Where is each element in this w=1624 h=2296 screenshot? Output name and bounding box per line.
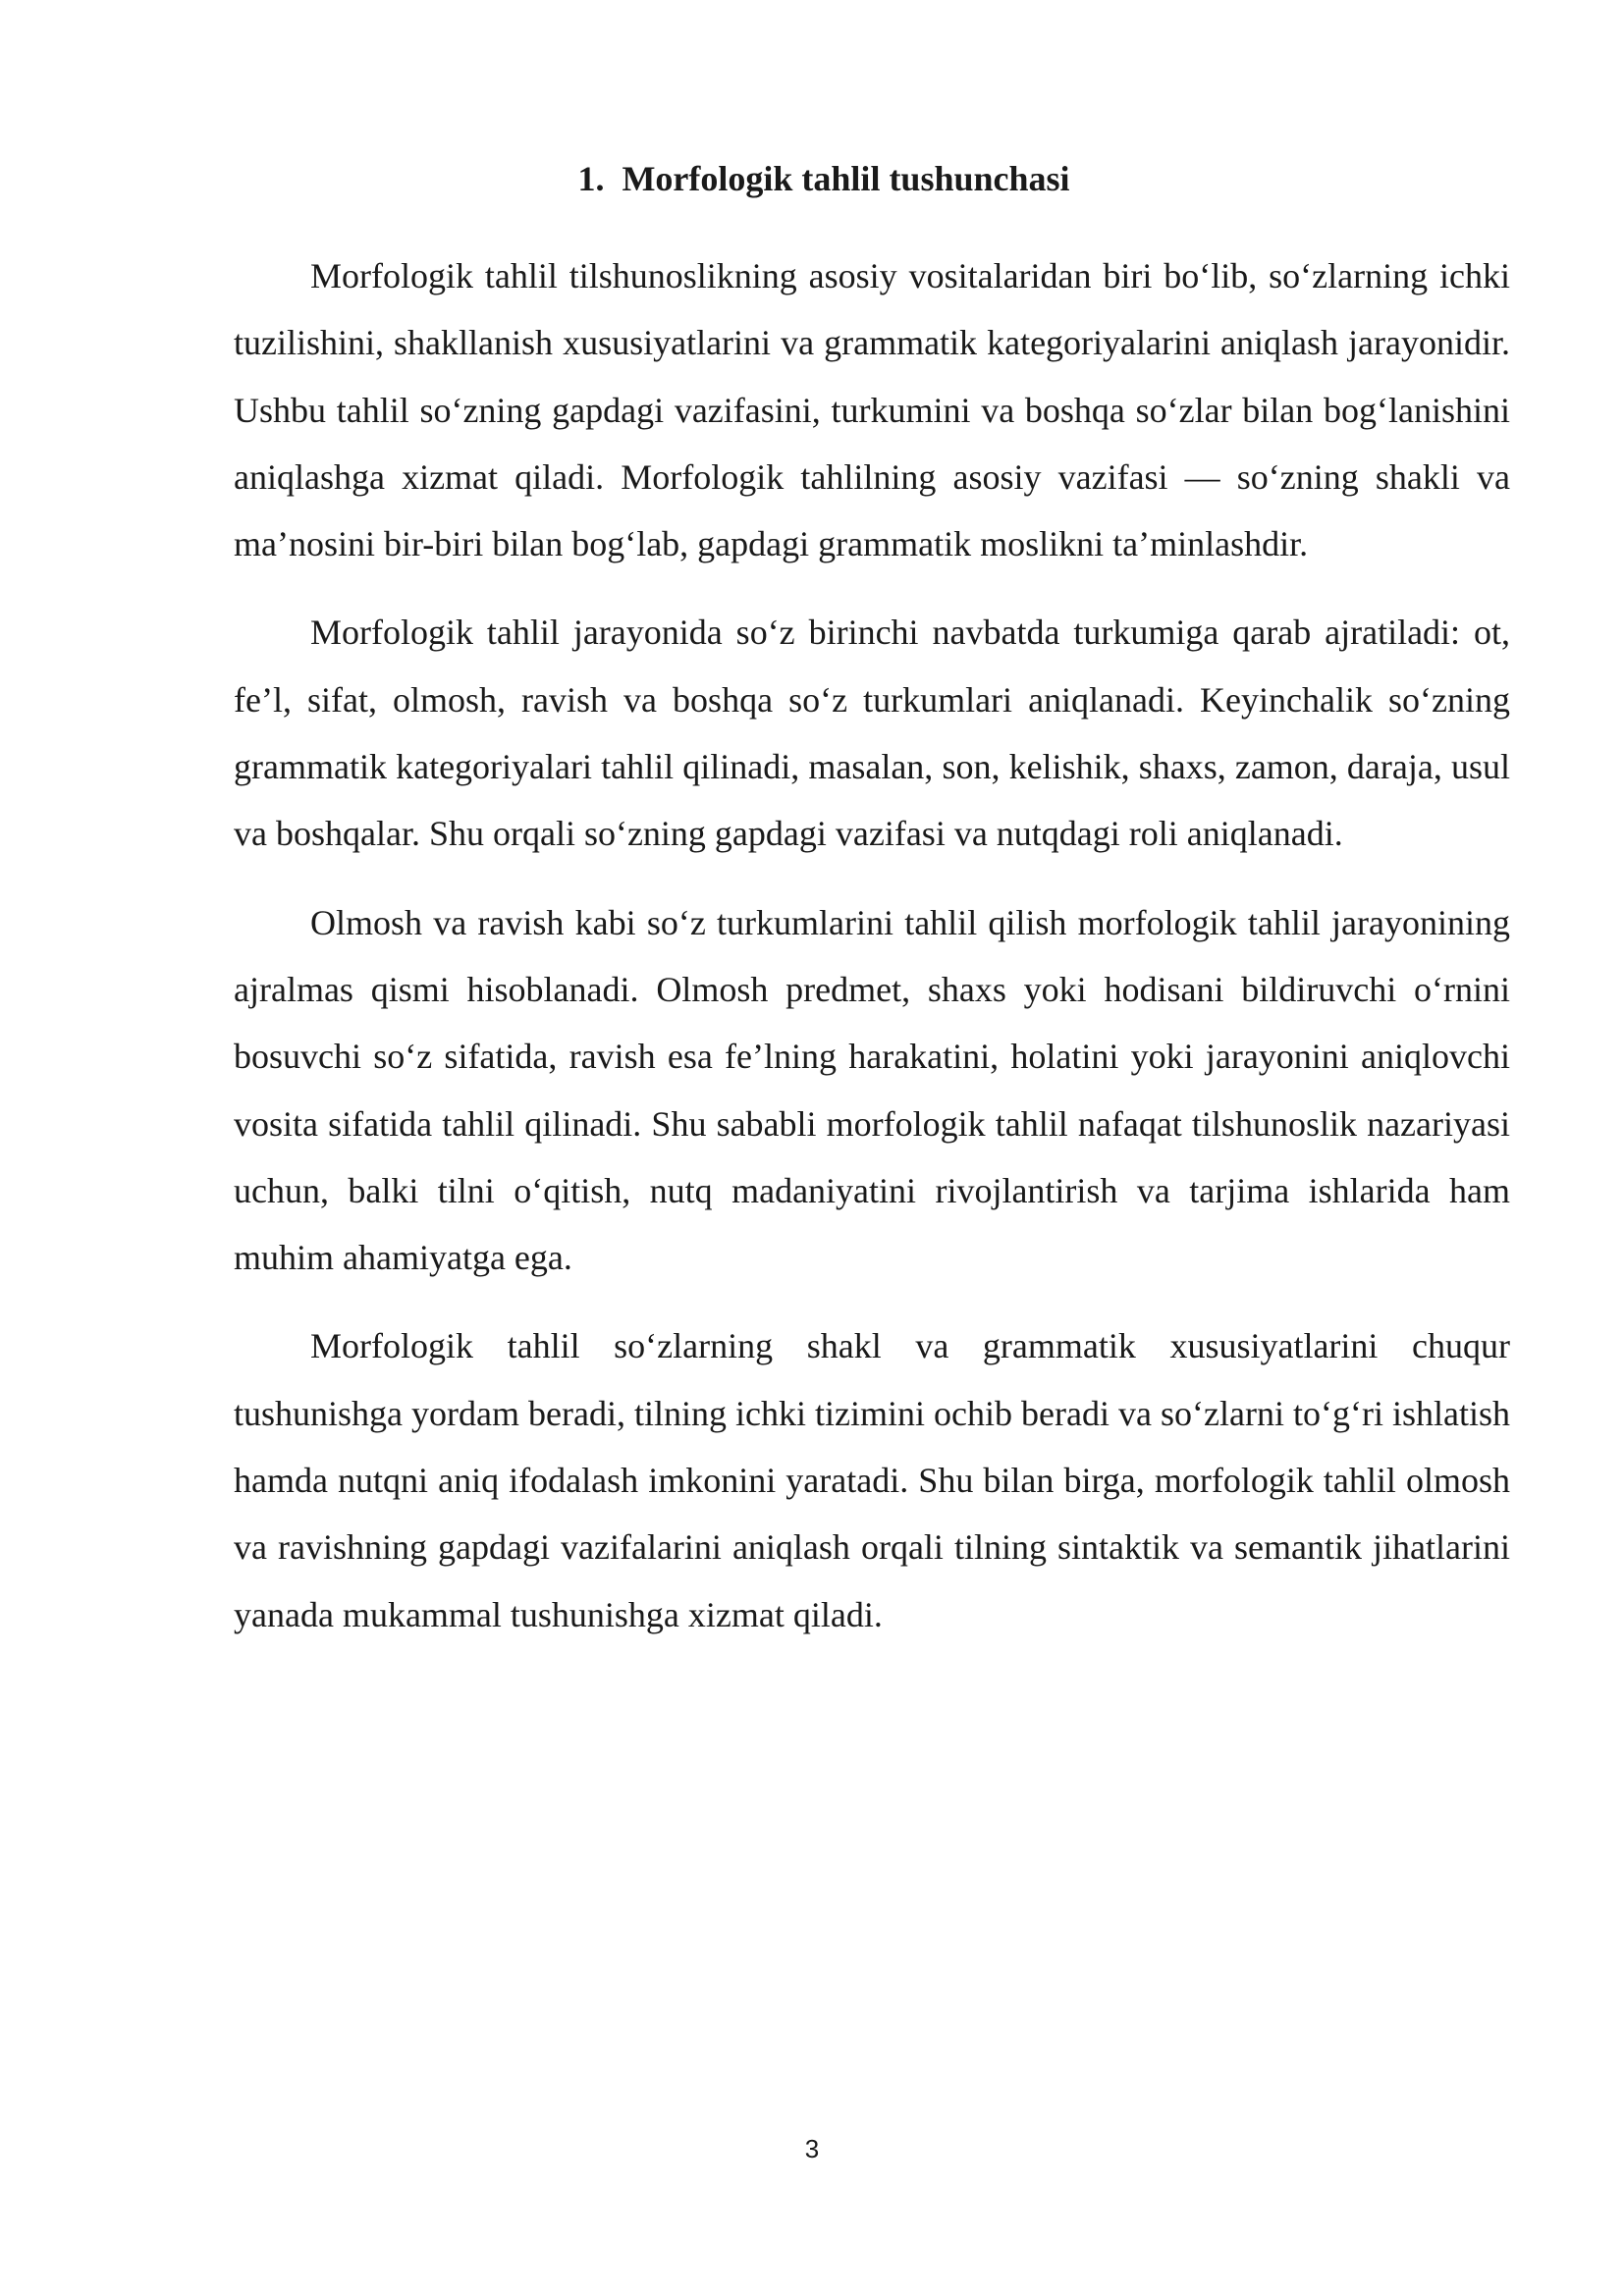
section-title: Morfologik tahlil tushunchasi — [622, 159, 1070, 198]
section-heading — [0, 155, 1624, 202]
paragraph-3: Olmosh va ravish kabi so‘z turkumlarini tahlil qilish morfologik tahlil jarayonining ajralmas qismi hisoblanadi. Olmosh predmet, shaxs yoki hodisani bildiruvchi o‘rnini bosuvchi so‘z sifatida, ravish esa fe’lning harakatini, holatini yoki jarayonini aniqlovchi vosita sifatida tahlil qilinadi. Shu sababli morfologik tahlil nafaqat tilshunoslik nazariyasi uchun, balki tilni o‘qitish, nutq madaniyatini rivojlantirish va tarjima ishlarida ham muhim ahamiyatga ega. — [234, 902, 1510, 1278]
section-number: 1. — [577, 159, 605, 198]
paragraph-2: Morfologik tahlil jarayonida so‘z birinchi navbatda turkumiga qarab ajratiladi: ot, fe’l, sifat, olmosh, ravish va boshqa so‘z turkumlari aniqlanadi. Keyinchalik so‘zning grammatik kategoriyalari tahlil qilinadi, masalan, son, kelishik, shaxs, zamon, daraja, usul va boshqalar. Shu orqali so‘zning gapdagi vazifasi va nutqdagi roli aniqlanadi. — [234, 613, 1510, 854]
paragraph-1: Morfologik tahlil tilshunoslikning asosiy vositalaridan biri bo‘lib, so‘zlarning ichki tuzilishini, shakllanish xususiyatlarini va grammatik kategoriyalarini aniqlash jarayonidir. Ushbu tahlil so‘zning gapdagi vazifasini, turkumini va boshqa so‘zlar bilan bog‘lanishini aniqlashga xizmat qiladi. Morfologik tahlilning asosiy vazifasi — so‘zning shakli va ma’nosini bir-biri bilan bog‘lab, gapdagi grammatik moslikni ta’minlashdir. — [234, 256, 1510, 564]
page-number: 3 — [804, 2134, 820, 2163]
body-text — [234, 242, 1510, 1670]
paragraph-4: Morfologik tahlil so‘zlarning shakl va grammatik xususiyatlarini chuqur tushunishga yordam beradi, tilning ichki tizimini ochib beradi va so‘zlarni to‘g‘ri ishlatish hamda nutqni aniq ifodalash imkonini yaratadi. Shu bilan birga, morfologik tahlil olmosh va ravishning gapdagi vazifalarini aniqlash orqali tilning sintaktik va semantik jihatlarini yanada mukammal tushunishga xizmat qiladi. — [234, 1326, 1510, 1634]
